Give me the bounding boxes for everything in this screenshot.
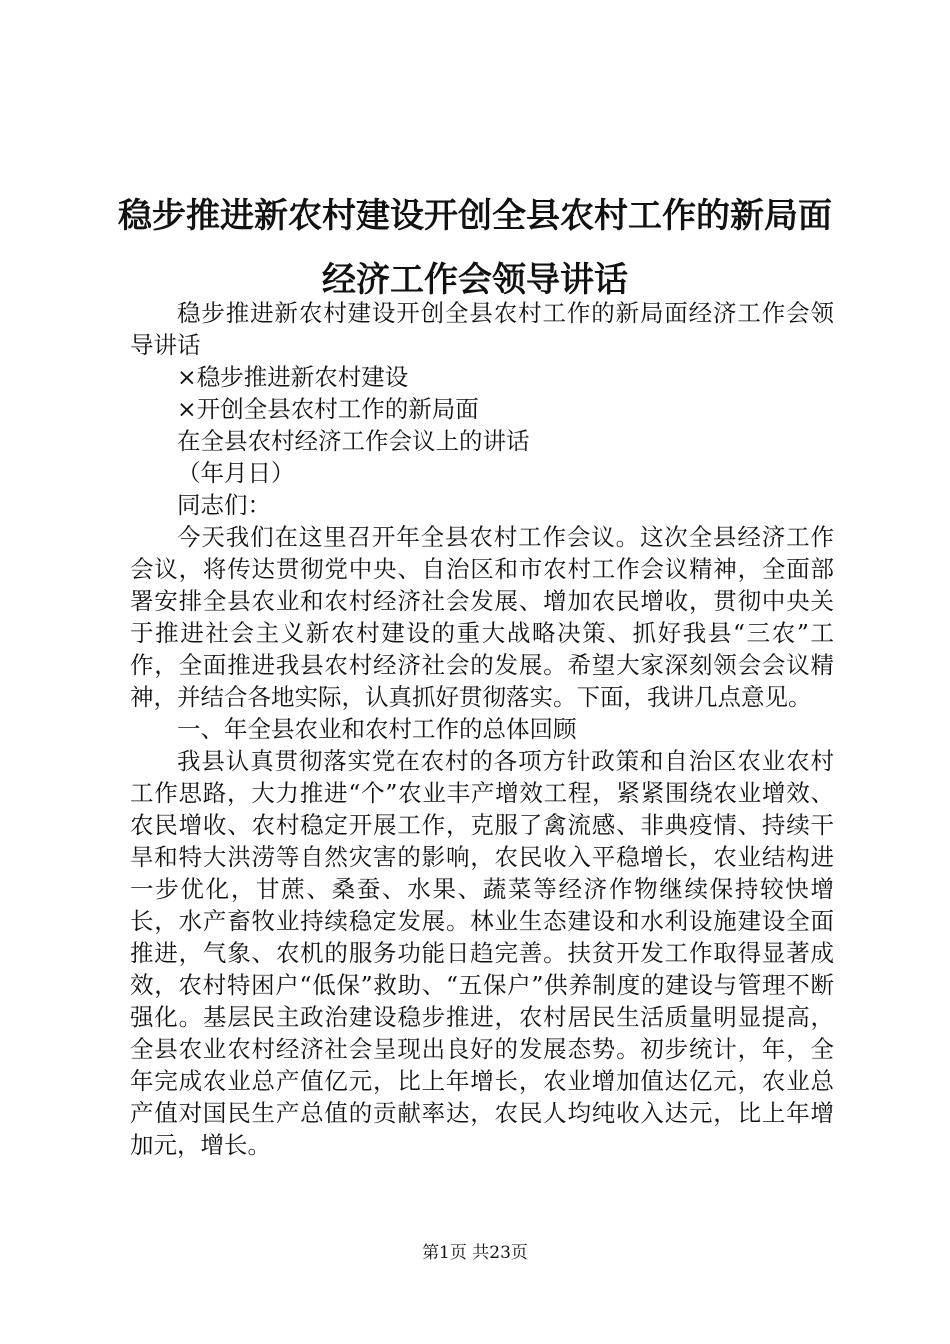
- paragraph-salutation: 同志们：: [177, 491, 271, 519]
- document-title: 稳步推进新农村建设开创全县农村工作的新局面经济工作会领导讲话: [118, 196, 832, 300]
- paragraph-heading-1: ×稳步推进新农村建设: [177, 363, 409, 391]
- page-number: 第1页 共23页: [422, 1243, 528, 1263]
- document-body: [130, 297, 834, 1161]
- paragraph-review: 我县认真贯彻落实党在农村的各项方针政策和自治区农业农村工作思路，大力推进“个”农业丰产增效工程，紧紧围绕农业增效、农民增收、农村稳定开展工作，克服了禽流感、非典疫情、持续干旱和特大洪涝等自然灾害的影响，农民收入平稳增长，农业结构进一步优化，甘蔗、桑蚕、水果、蔬菜等经济作物继续保持较快增长，水产畜牧业持续稳定发展。林业生态建设和水利设施建设全面推进，气象、农机的服务功能日趋完善。扶贫开发工作取得显著成效，农村特困户“低保”救助、“五保户”供养制度的建设与管理不断强化。基层民主政治建设稳步推进，农村居民生活质量明显提高，全县农业农村经济社会呈现出良好的发展态势。初步统计，年，全年完成农业总产值亿元，比上年增长，农业增加值达亿元，农业总产值对国民生产总值的贡献率达，农民人均纯收入达元，比上年增加元，增长。: [130, 747, 834, 1159]
- paragraph-section-heading: 一、年全县农业和农村工作的总体回顾: [177, 715, 577, 743]
- paragraph-occasion: 在全县农村经济工作会议上的讲话: [177, 427, 530, 455]
- paragraph-intro: 今天我们在这里召开年全县农村工作会议。这次全县经济工作会议，将传达贯彻党中央、自治区和市农村工作会议精神，全面部署安排全县农业和农村经济社会发展、增加农民增收，贯彻中央关于推进社会主义新农村建设的重大战略决策、抓好我县“三农”工作，全面推进我县农村经济社会的发展。希望大家深刻领会会议精神，并结合各地实际，认真抓好贯彻落实。下面，我讲几点意见。: [130, 523, 834, 711]
- paragraph-subtitle: 稳步推进新农村建设开创全县农村工作的新局面经济工作会领导讲话: [130, 299, 834, 359]
- paragraph-date: （年月日）: [177, 459, 295, 487]
- paragraph-heading-2: ×开创全县农村工作的新局面: [177, 395, 479, 423]
